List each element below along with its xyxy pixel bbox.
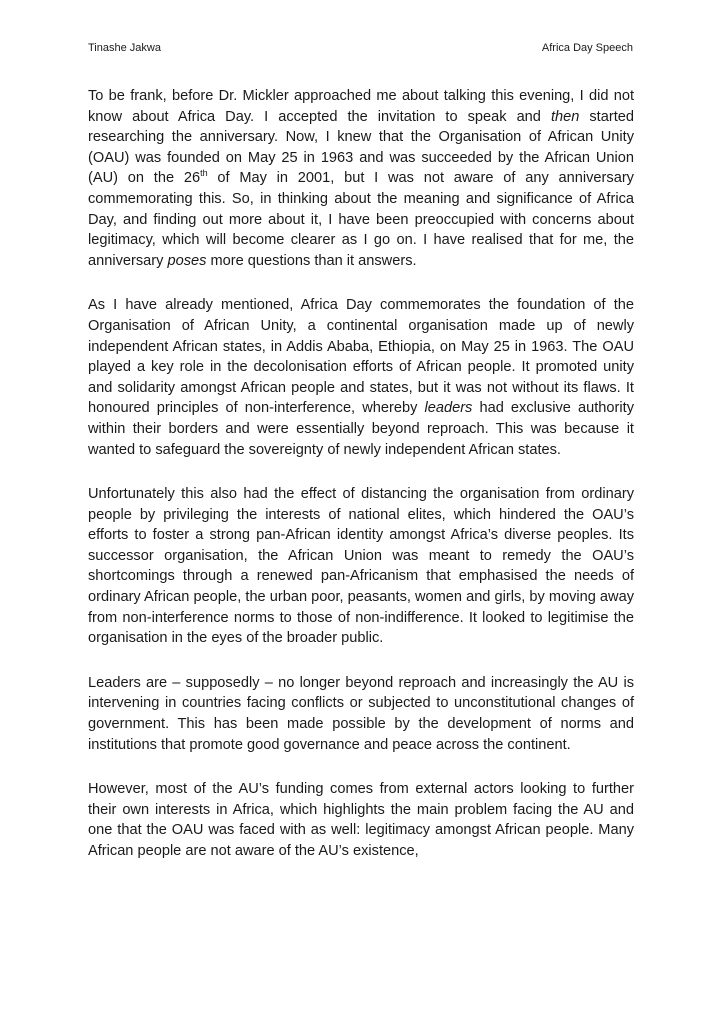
- superscript-text: th: [200, 168, 208, 179]
- text-segment: However, most of the AU’s funding comes from external actors looking to further their own interests in Africa, which highlights the main problem facing the AU and one that the OAU was faced with as well: legitimacy amongst African people. Many African people are not aware of the AU’s existence,: [88, 781, 634, 859]
- page-header: [88, 42, 633, 58]
- emphasized-text: then: [550, 108, 580, 125]
- paragraph: [88, 295, 634, 460]
- text-segment: Unfortunately this also had the effect of distancing the organisation from ordinary people by privileging the interests of national elites, which hindered the OAU’s efforts to foster a strong pan-African identity amongst Africa’s diverse peoples. Its successor organisation, the African Union was meant to remedy the OAU’s shortcomings through a renewed pan-Africanism that emphasised the needs of ordinary African people, the urban poor, peasants, women and girls, by moving away from non-interference norms to those of non-indifference. It looked to legitimise the organisation in the eyes of the broader public.: [88, 486, 634, 647]
- header-title: Africa Day Speech: [541, 42, 633, 54]
- header-author: Tinashe Jakwa: [88, 42, 161, 54]
- text-segment: more questions than it answers.: [206, 252, 417, 269]
- paragraph: [88, 779, 634, 861]
- paragraph: [88, 673, 634, 755]
- speech-body: [88, 86, 634, 886]
- text-segment: of May in 2001, but I was not aware of any anniversary commemorating this. So, in thinking about the meaning and significance of Africa Day, and finding out more about it, I have been preoccupied with concerns about legitimacy, which will become clearer as I go on. I have realised that for me, the anniversary: [88, 170, 634, 269]
- text-segment: started researching the anniversary. Now, I knew that the Organisation of African Unity (OAU) was founded on May 25 in 1963 and was succeeded by the African Union (AU) on the 26: [88, 108, 635, 187]
- text-segment: As I have already mentioned, Africa Day commemorates the foundation of the Organisation of African Unity, a continental organisation made up of newly independent African states, in Addis Ababa, Ethiopia, on May 25 in 1963. The OAU played a key role in the decolonisation efforts of African people. It promoted unity and solidarity amongst African people and states, but it was not without its flaws. It honoured principles of non-interference, whereby: [88, 297, 634, 417]
- text-segment: had exclusive authority within their borders and were essentially beyond reproach. This was because it wanted to safeguard the sovereignty of newly independent African states.: [88, 400, 634, 458]
- text-segment: To be frank, before Dr. Mickler approached me about talking this evening, I did not know about Africa Day. I accepted the invitation to speak and: [88, 88, 634, 125]
- text-segment: Leaders are – supposedly – no longer beyond reproach and increasingly the AU is intervening in countries facing conflicts or subjected to unconstitutional changes of government. This has been made possible by the development of norms and institutions that promote good governance and peace across the continent.: [88, 674, 634, 753]
- paragraph: [88, 86, 634, 271]
- emphasized-text: leaders: [424, 400, 473, 417]
- emphasized-text: poses: [167, 252, 207, 269]
- paragraph: [88, 484, 634, 649]
